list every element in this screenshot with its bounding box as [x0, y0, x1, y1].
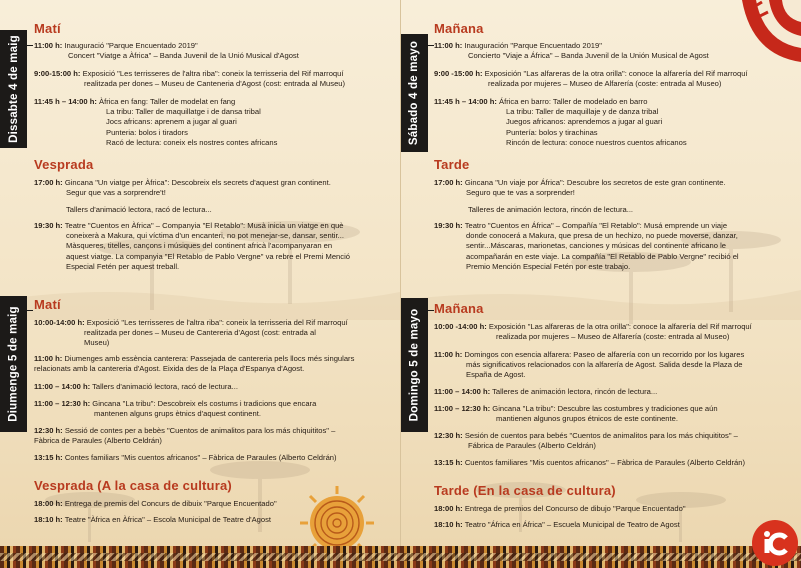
day-label-saturday: Dissabte 4 de maig [0, 30, 27, 148]
timeline-tick [27, 45, 33, 46]
event-reading: Talleres de animación lectora, rincón de lectura... [468, 205, 634, 214]
event-workshops: 11:45 h – 14:00 h: Àfrica en fang: Taller de modelat en fang La tribu: Taller de maquillatge i de dansa tribal Jocs africans: aprenem a jugar al guari Punteria: bolos i tiradors Racó de lectura: coneix els nostres contes africans [34, 97, 278, 147]
section-title-evening: Vesprada [34, 157, 94, 172]
brand-logo [752, 520, 798, 566]
event-gincana: 11:00 – 12:30 h: Gincana "La tribu": Descubre las costumbres y tradiciones que aún mantienen algunos grupos étnicos de este continente. [434, 404, 718, 424]
ic-logo-icon [760, 528, 790, 558]
section-title-evening: Tarde [434, 157, 470, 172]
section-title-morning: Matí [34, 297, 61, 312]
section-title-morning: Matí [34, 21, 61, 36]
event-theatre: 19:30 h: Teatre "Cuentos en Àfrica" – Companyia "El Retablo": Musà inicia un viatge en què coneixerà a Makura, qui víctima d'un encanteri, no pot menejar-se, dansar, sentir... Màsqueres, titelles, cançons i músiques del continent africà l'acompanyaran en aquest viatge. La companyia "El Retablo de Pablo Vergne" va rebre el Premi Menció Especial Fetén per aquest treball. [34, 221, 350, 271]
section-title-evening: Tarde (En la casa de cultura) [434, 483, 616, 498]
right-page-spanish [401, 0, 801, 546]
corner-pattern [712, 0, 801, 62]
section-title-morning: Mañana [434, 301, 484, 316]
event-theatre: 19:30 h: Teatro "Cuentos en África" – Compañía "El Retablo": Musá emprende un viaje donde conocerá a Makura, que presa de un hechizo, no puede moverse, danzar, sentir...Máscaras, marionetas, canciones y músicas del continente africano le acompañarán en este viaje. La compañía "El Retablo de Pablo Vergne" recibió el Premio Mención Especial Fetén por este trabajo. [434, 221, 739, 271]
section-title-evening: Vesprada (A la casa de cultura) [34, 478, 232, 493]
day-label-saturday: Sábado 4 de mayo [401, 34, 428, 152]
event-exhibition: 10:00-14:00 h: Exposició "Les terrisseres de l'altra riba": coneix la terrisseria del Rif marroquí realitzada per dones – Museu de Cantereria d'Agost (cost: entrada al Museu) [34, 318, 348, 348]
event-workshops: 11:45 h – 14:00 h: África en barro: Taller de modelado en barro La tribu: Taller de maquillaje y de danza tribal Juegos africanos: aprendemos a jugar al guari Puntería: bolos y tirachinas Rincón de lectura: conoce nuestros cuentos africanos [434, 97, 687, 147]
event-theatre: 18:10 h: Teatro "África en África" – Escuela Municipal de Teatro de Agost [434, 520, 680, 529]
event-exhibition: 9:00 -15:00 h: Exposición "Las alfareras de la otra orilla": conoce la alfarería del Rif marroquí realizada por mujeres – Museo de Alfarería (coste: entrada al Museo) [434, 69, 748, 89]
event-baby-stories: 12:30 h: Sessió de contes per a bebès "Cuentos de animalitos para los más chiquititos" – Fàbrica de Paraules (Alberto Celdrán) [34, 426, 336, 446]
event-awards: 18:00 h: Entrega de premis del Concurs de dibuix "Parque Encuentado" [34, 499, 277, 508]
event-reading: 11:00 – 14:00 h: Tallers d'animació lectora, racó de lectura... [34, 382, 238, 391]
event-opening: 11:00 h: Inauguración "Parque Encuentado 2019" Concierto "Viaje a África" – Banda Juvenil de la Unión Musical de Agost [434, 41, 709, 61]
event-gincana: 17:00 h: Gincana "Un viatge per Àfrica": Descobreix els secrets d'aquest gran continent. Segur que vas a sorprendre't! [34, 178, 331, 198]
day-label-sunday: Diumenge 5 de maig [0, 296, 27, 432]
day-label-sunday: Domingo 5 de mayo [401, 298, 428, 432]
event-pottery-walk: 11:00 h: Diumenges amb essència canterera: Passejada de cantereria pels llocs més singulars relacionats amb la cantereria d'Agost. Eixida des de la Plaça d'Espanya d'Agost. [34, 354, 355, 374]
event-reading: 11:00 – 14:00 h: Talleres de animación lectora, rincón de lectura... [434, 387, 658, 396]
event-awards: 18:00 h: Entrega de premios del Concurso de dibujo "Parque Encuentado" [434, 504, 686, 513]
left-page-valencian [0, 0, 400, 546]
tribal-border [0, 546, 801, 568]
event-reading: Tallers d'animació lectora, racó de lectura... [66, 205, 212, 214]
timeline-tick [27, 310, 33, 311]
event-baby-stories: 12:30 h: Sesión de cuentos para bebés "Cuentos de animalitos para los más chiquititos" – Fábrica de Paraules (Alberto Celdrán) [434, 431, 738, 451]
event-family-stories: 13:15 h: Cuentos familiares "Mis cuentos africanos" – Fàbrica de Paraules (Alberto Celdrán) [434, 458, 745, 467]
event-family-stories: 13:15 h: Contes familiars "Mis cuentos africanos" – Fàbrica de Paraules (Alberto Celdrán) [34, 453, 337, 462]
event-opening: 11:00 h: Inauguració "Parque Encuentado 2019" Concert "Viatge a Àfrica" – Banda Juvenil de la Unió Musical d'Agost [34, 41, 299, 61]
event-exhibition: 9:00-15:00 h: Exposició "Les terrisseres de l'altra riba": coneix la terrisseria del Rif marroquí realitzada per dones – Museu de Canteneria d'Agost (cost: entrada al Museu) [34, 69, 346, 89]
event-gincana: 11:00 – 12:30 h: Gincana "La tribu": Descobreix els costums i tradicions que encara mantenen alguns grups ètnics d'aquest continent. [34, 399, 317, 419]
event-pottery-walk: 11:00 h: Domingos con esencia alfarera: Paseo de alfarería con un recorrido por los lugares más significativos relacionados con la alfarería de Agost. Salida desde la Plaza de España de Agost. [434, 350, 745, 380]
event-exhibition: 10:00 -14:00 h: Exposición "Las alfareras de la otra orilla": conoce la alfarería del Rif marroquí realizada por mujeres – Museo de Alfarería (coste: entrada al Museo) [434, 322, 752, 342]
event-gincana: 17:00 h: Gincana "Un viaje por África": Descubre los secretos de este gran continente. Seguro que te vas a sorprender! [434, 178, 726, 198]
event-theatre: 18:10 h: Teatre "Àfrica en Àfrica" – Escola Municipal de Teatre d'Agost [34, 515, 272, 524]
section-title-morning: Mañana [434, 21, 484, 36]
